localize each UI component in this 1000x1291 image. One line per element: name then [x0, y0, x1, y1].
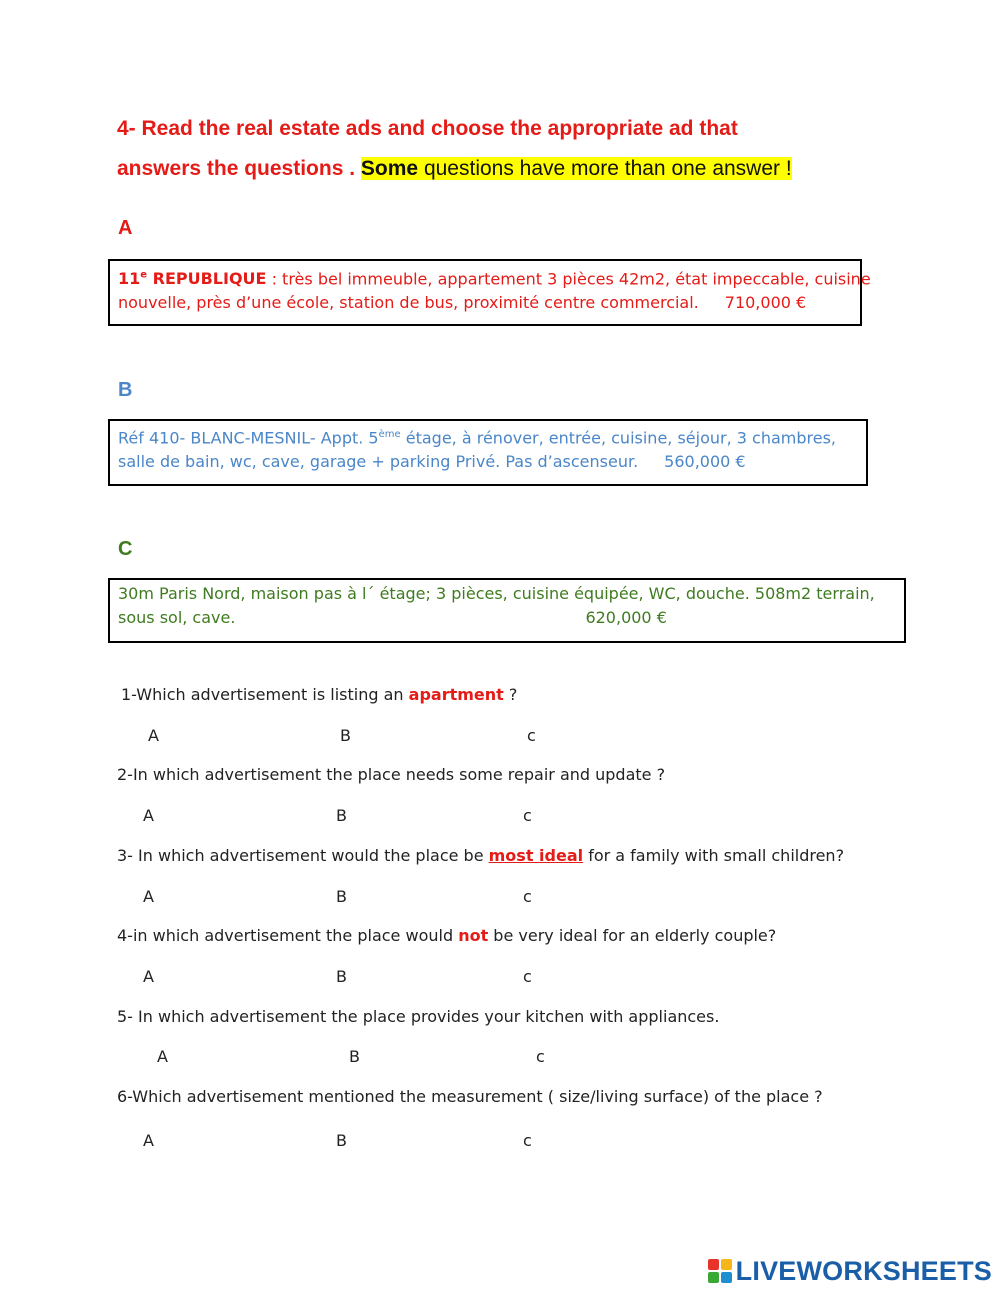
q2-option-b[interactable]: B	[336, 806, 347, 825]
q1-option-c[interactable]: c	[527, 726, 536, 745]
q4-option-c[interactable]: c	[523, 967, 532, 986]
logo-blocks-icon	[708, 1259, 732, 1283]
ad-c-box	[108, 578, 906, 643]
ad-b-box	[108, 419, 868, 486]
ad-a-title: 11e REPUBLIQUE	[118, 269, 267, 289]
logo-block-l	[708, 1259, 719, 1270]
question-3: 3- In which advertisement would the place be most ideal for a family with small children?	[117, 846, 845, 865]
ad-a-box	[108, 259, 871, 326]
q5-option-b[interactable]: B	[349, 1047, 360, 1066]
ad-c-price: 620,000 €	[585, 608, 667, 627]
instruction-line-1: 4- Read the real estate ads and choose the appropriate ad that	[117, 117, 738, 140]
q2-option-c[interactable]: c	[523, 806, 532, 825]
liveworksheets-logo[interactable]	[708, 1254, 992, 1288]
q3-option-b[interactable]: B	[336, 887, 347, 906]
q5-option-c[interactable]: c	[536, 1047, 545, 1066]
question-1: 1-Which advertisement is listing an apartment ?	[121, 685, 518, 704]
ad-c-letter: C	[118, 538, 133, 560]
ad-a-price: 710,000 €	[724, 293, 807, 313]
q4-option-a[interactable]: A	[143, 967, 154, 986]
ad-b-line-1: Réf 410- BLANC-MESNIL- Appt. 5ème étage, à rénover, entrée, cuisine, séjour, 3 chambres,	[118, 428, 836, 448]
highlight-note	[361, 157, 792, 180]
instruction-line-2	[117, 157, 792, 181]
question-5: 5- In which advertisement the place provides your kitchen with appliances.	[117, 1007, 720, 1026]
logo-block-i	[721, 1259, 732, 1270]
logo-block-e	[721, 1272, 732, 1283]
q3-option-c[interactable]: c	[523, 887, 532, 906]
q1-option-b[interactable]: B	[340, 726, 351, 745]
ad-b-price: 560,000 €	[664, 452, 746, 472]
q5-option-a[interactable]: A	[157, 1047, 168, 1066]
q1-option-a[interactable]: A	[148, 726, 159, 745]
question-6: 6-Which advertisement mentioned the measurement ( size/living surface) of the place ?	[117, 1087, 823, 1106]
instruction-red-text: answers the questions .	[117, 157, 356, 180]
q4-option-b[interactable]: B	[336, 967, 347, 986]
ad-c-line-2: sous sol, cave. 620,000 €	[118, 608, 667, 627]
q2-option-a[interactable]: A	[143, 806, 154, 825]
question-4-keyword: not	[458, 926, 489, 945]
highlight-bold-word: Some	[360, 157, 419, 180]
question-3-keyword: most ideal	[488, 846, 584, 865]
question-1-keyword: apartment	[408, 685, 504, 704]
question-4: 4-in which advertisement the place would not be very ideal for an elderly couple?	[117, 926, 777, 945]
ad-a-line-1: 11e REPUBLIQUE : très bel immeuble, appartement 3 pièces 42m2, état impeccable, cuisine	[118, 269, 871, 289]
logo-block-v	[708, 1272, 719, 1283]
q6-option-a[interactable]: A	[143, 1131, 154, 1150]
ad-a-line-2: nouvelle, près d’une école, station de bus, proximité centre commercial. 710,000 €	[118, 293, 807, 313]
question-2: 2-In which advertisement the place needs some repair and update ?	[117, 765, 666, 784]
ad-c-line-1: 30m Paris Nord, maison pas à l´ étage; 3 pièces, cuisine équipée, WC, douche. 508m2 terrain,	[118, 584, 875, 603]
ad-b-letter: B	[118, 379, 133, 401]
highlight-text: questions have more than one answer !	[423, 157, 792, 180]
q6-option-c[interactable]: c	[523, 1131, 532, 1150]
ad-a-letter: A	[118, 217, 133, 239]
logo-text: LIVEWORKSHEETS	[735, 1255, 992, 1286]
q3-option-a[interactable]: A	[143, 887, 154, 906]
q6-option-b[interactable]: B	[336, 1131, 347, 1150]
ad-b-line-2: salle de bain, wc, cave, garage + parking Privé. Pas d’ascenseur. 560,000 €	[118, 452, 746, 472]
